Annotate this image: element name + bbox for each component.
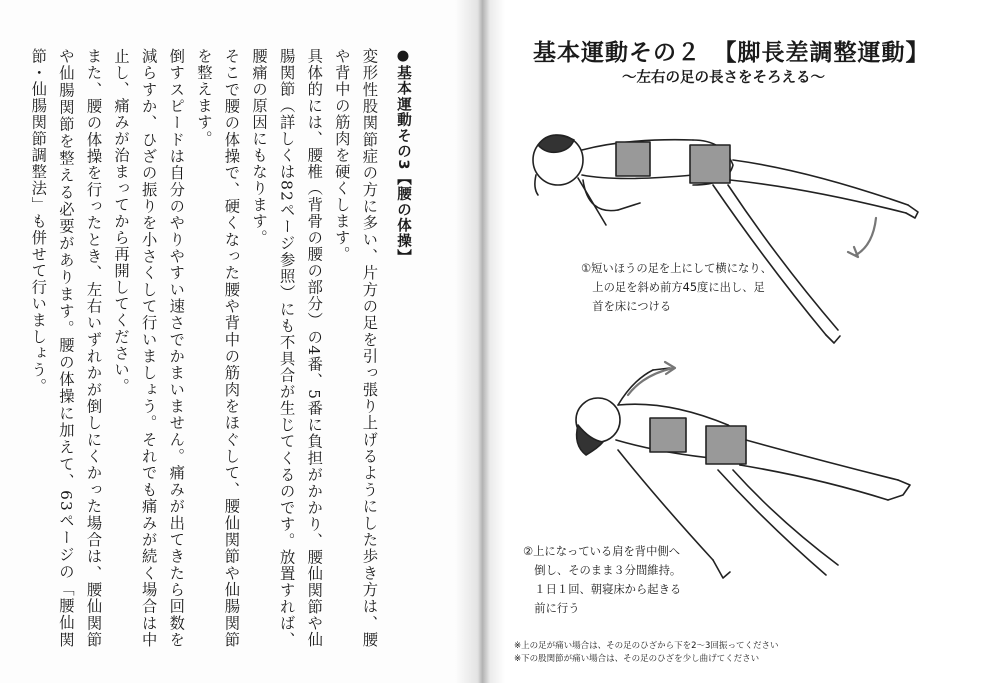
footnotes	[514, 640, 778, 666]
paragraph-3: そこで腰の体操で、硬くなった腰や背中の筋肉をほぐして、腰仙関節や仙腸関節を整えます。	[194, 48, 241, 648]
footnote-2: ※下の股関節が痛い場合は、その足のひざを少し曲げてください	[514, 654, 760, 664]
paragraph-4: 倒すスピードは自分のやりやすい速さでかまいません。痛みが出てきたら回数を減らすか、ひざの振りを小さくして行いましょう。それでも痛みが続く場合は中止し、痛みが治まってから再開してください。	[112, 48, 186, 648]
exercise-subtitle: ～左右の足の長さをそろえる～	[622, 70, 825, 86]
step2-caption: ②上になっている肩を背中側へ 倒し、そのまま３分間維持。 １日１回、朝寝床から起きる 前に行う	[523, 545, 682, 615]
paragraph-1: 変形性股関節症の方に多い、片方の足を引っ張り上げるようにした歩き方は、腰や背中の筋肉を硬くします。	[332, 48, 379, 648]
left-page	[0, 0, 478, 683]
left-page-body	[24, 48, 416, 648]
footnote-1: ※上の足が痛い場合は、その足のひざから下を2～3回振ってください	[514, 641, 779, 651]
step1-caption: ①短いほうの足を上にして横になり、 上の足を斜め前方45度に出し、足 首を床につける	[581, 262, 772, 313]
paragraph-2: 具体的には、腰椎（背骨の腰の部分）の4番、5番に負担がかかり、腰仙関節や仙腸関節（詳しくは82ページ参照）にも不具合が生じてくるのです。放置すれば、腰痛の原因にもなります。	[250, 48, 324, 648]
paragraph-5: また、腰の体操を行ったとき、左右いずれかが倒しにくかった場合は、腰仙関節や仙腸関節を整える必要があります。腰の体操に加えて、63ページの「腰仙関節・仙腸関節調整法」も併せて行いましょう。	[29, 48, 103, 648]
exercise-title: 基本運動その２ 【脚長差調整運動】	[533, 40, 930, 66]
book-gutter-shadow	[455, 0, 505, 683]
section-heading: ●基本運動その3【腰の体操】	[395, 48, 411, 265]
